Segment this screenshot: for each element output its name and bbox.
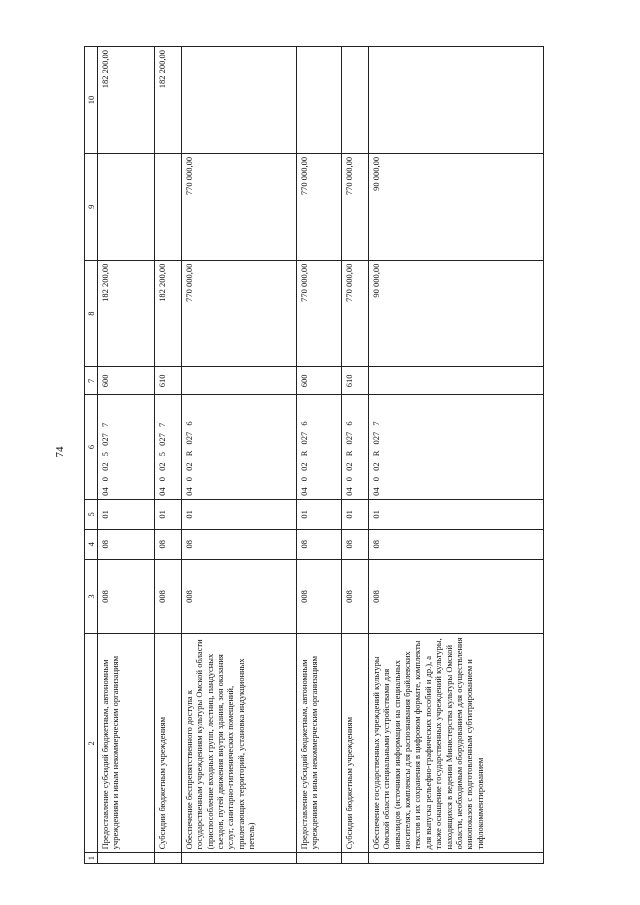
cell-expense-type: 610 bbox=[155, 367, 182, 395]
col-number-7: 7 bbox=[85, 367, 98, 395]
cell-amount-col9: 90 000,00 bbox=[369, 153, 544, 260]
cell-section: 08 bbox=[182, 529, 297, 559]
col-number-6: 6 bbox=[85, 395, 98, 500]
col-number-9: 9 bbox=[85, 153, 98, 260]
cell-amount-col10: 182 200,00 bbox=[155, 47, 182, 154]
col-number-8: 8 bbox=[85, 260, 98, 367]
cell-target-item: 04 0 02 5 027 7 bbox=[98, 395, 155, 500]
cell-ministry-code: 008 bbox=[342, 559, 369, 634]
col-number-10: 10 bbox=[85, 47, 98, 154]
cell-target-item: 04 0 02 R 027 6 bbox=[342, 395, 369, 500]
cell-target-item: 04 0 02 R 027 7 bbox=[369, 395, 544, 500]
cell-section: 08 bbox=[98, 529, 155, 559]
cell-amount-col10 bbox=[342, 47, 369, 154]
cell-index bbox=[182, 853, 297, 864]
cell-index bbox=[297, 853, 342, 864]
page-number: 74 bbox=[54, 446, 66, 458]
cell-subsection: 01 bbox=[297, 499, 342, 529]
cell-ministry-code: 008 bbox=[155, 559, 182, 634]
col-number-2: 2 bbox=[85, 634, 98, 853]
table-row bbox=[182, 47, 297, 864]
cell-section: 08 bbox=[155, 529, 182, 559]
cell-target-item: 04 0 02 R 027 6 bbox=[297, 395, 342, 500]
cell-amount-total: 90 000,00 bbox=[369, 260, 544, 367]
cell-amount-col10 bbox=[182, 47, 297, 154]
column-number-row bbox=[85, 47, 98, 864]
cell-section: 08 bbox=[369, 529, 544, 559]
cell-ministry-code: 008 bbox=[297, 559, 342, 634]
cell-name: Предоставление субсидий бюджетным, автономным учреждениям и иным некоммерческим организациям bbox=[98, 634, 155, 853]
cell-subsection: 01 bbox=[182, 499, 297, 529]
cell-amount-col10: 182 200,00 bbox=[98, 47, 155, 154]
budget-table bbox=[84, 46, 544, 864]
cell-amount-total: 182 200,00 bbox=[155, 260, 182, 367]
cell-expense-type: 610 bbox=[342, 367, 369, 395]
cell-name: Обеспечение беспрепятственного доступа к государственным учреждениям культуры Омской области (приспособление входных групп, лестниц, пандусных съездов, путей движения внутри здания, зон оказания услуг, санитарно-гигиенических помещений, прилегающих территорий, установка индукционных петель) bbox=[182, 634, 297, 853]
cell-target-item: 04 0 02 R 027 6 bbox=[182, 395, 297, 500]
cell-subsection: 01 bbox=[369, 499, 544, 529]
cell-name: Обеспечение государственных учреждений культуры Омской области специальными устройствами для инвалидов (источники информации на специальных носителях, комплексы для распознавания брайлевских текстов и их сохранения в цифровом формате, комплекты для выпуска рельефно-графических пособий и др.), а также оснащение государственных учреждений культуры, находящихся в ведении Министерства культуры Омской области, необходимым оборудованием для осуществления кинопоказов с подготовленным субтитрированием и тифлокомментированием bbox=[369, 634, 544, 853]
cell-expense-type: 600 bbox=[297, 367, 342, 395]
cell-amount-col9: 770 000,00 bbox=[182, 153, 297, 260]
cell-index bbox=[98, 853, 155, 864]
cell-index bbox=[369, 853, 544, 864]
cell-target-item: 04 0 02 5 027 7 bbox=[155, 395, 182, 500]
cell-section: 08 bbox=[297, 529, 342, 559]
cell-amount-total: 182 200,00 bbox=[98, 260, 155, 367]
cell-index bbox=[342, 853, 369, 864]
cell-amount-col10 bbox=[369, 47, 544, 154]
col-number-1: 1 bbox=[85, 853, 98, 864]
table-row bbox=[342, 47, 369, 864]
cell-ministry-code: 008 bbox=[182, 559, 297, 634]
cell-name: Субсидии бюджетным учреждениям bbox=[155, 634, 182, 853]
cell-index bbox=[155, 853, 182, 864]
cell-subsection: 01 bbox=[98, 499, 155, 529]
col-number-3: 3 bbox=[85, 559, 98, 634]
col-number-5: 5 bbox=[85, 499, 98, 529]
table-row bbox=[155, 47, 182, 864]
cell-amount-total: 770 000,00 bbox=[297, 260, 342, 367]
cell-amount-col10 bbox=[297, 47, 342, 154]
cell-subsection: 01 bbox=[155, 499, 182, 529]
cell-name: Предоставление субсидий бюджетным, автономным учреждениям и иным некоммерческим организациям bbox=[297, 634, 342, 853]
cell-name: Субсидии бюджетным учреждениям bbox=[342, 634, 369, 853]
cell-expense-type bbox=[182, 367, 297, 395]
table-row bbox=[297, 47, 342, 864]
col-number-4: 4 bbox=[85, 529, 98, 559]
cell-amount-col9: 770 000,00 bbox=[297, 153, 342, 260]
table-row bbox=[98, 47, 155, 864]
cell-amount-col9 bbox=[155, 153, 182, 260]
cell-amount-total: 770 000,00 bbox=[182, 260, 297, 367]
table-row bbox=[369, 47, 544, 864]
cell-section: 08 bbox=[342, 529, 369, 559]
cell-amount-col9: 770 000,00 bbox=[342, 153, 369, 260]
cell-amount-col9 bbox=[98, 153, 155, 260]
cell-ministry-code: 008 bbox=[369, 559, 544, 634]
cell-ministry-code: 008 bbox=[98, 559, 155, 634]
cell-amount-total: 770 000,00 bbox=[342, 260, 369, 367]
cell-subsection: 01 bbox=[342, 499, 369, 529]
cell-expense-type: 600 bbox=[98, 367, 155, 395]
cell-expense-type bbox=[369, 367, 544, 395]
